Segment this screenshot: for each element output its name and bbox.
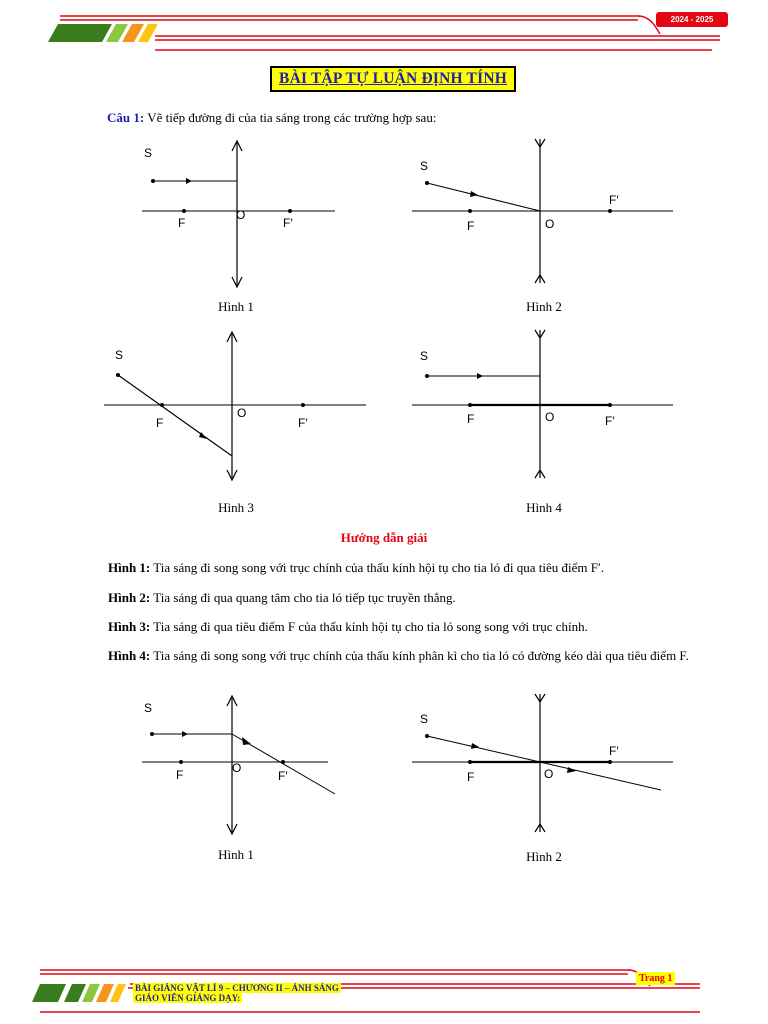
caption-4: Hình 4 — [526, 500, 562, 515]
label-O: O — [236, 208, 246, 222]
label-S: S — [420, 159, 429, 173]
guide-3 — [82, 617, 702, 636]
label-O: O — [544, 767, 554, 781]
guide-3-text: Tia sáng đi qua tiêu điểm F của thấu kính hội tụ cho tia ló song song với trục chính. — [150, 619, 588, 634]
label-F: F — [178, 216, 186, 230]
header-decoration — [0, 0, 768, 60]
label-Fp: F′ — [298, 416, 308, 430]
incident-ray — [427, 736, 540, 762]
guide-2-text: Tia sáng đi qua quang tâm cho tia ló tiếp tục truyền thẳng. — [150, 590, 456, 605]
guide-4-label: Hình 4: — [108, 648, 151, 663]
footer-decoration — [0, 960, 768, 1024]
guide-2 — [82, 588, 702, 607]
solution-caption-2: Hình 2 — [526, 849, 562, 864]
question-1 — [107, 110, 436, 126]
caption-3: Hình 3 — [218, 500, 254, 515]
label-Fp: F′ — [278, 769, 288, 783]
question-label: Câu 1: — [107, 110, 145, 125]
label-S: S — [144, 146, 153, 160]
label-F: F — [467, 412, 475, 426]
label-F: F — [467, 219, 475, 233]
label-Fp: F′ — [609, 744, 619, 758]
diagram-2 — [405, 135, 680, 290]
diagram-1 — [130, 135, 350, 295]
incident-ray — [118, 375, 232, 456]
footer-course: BÀI GIẢNG VẬT LÍ 9 – CHƯƠNG II – ÁNH SÁNG — [135, 983, 339, 993]
footer-teacher: GIÁO VIÊN GIẢNG DẠY: — [135, 993, 241, 1003]
guide-4-text: Tia sáng đi song song với trục chính của thấu kính phân kì cho tia ló có đường kéo dài qua tiêu điểm F. — [150, 648, 689, 663]
guide-3-label: Hình 3: — [108, 619, 151, 634]
caption-1: Hình 1 — [218, 299, 254, 314]
solution-diagram-1 — [130, 692, 345, 842]
label-S: S — [420, 349, 429, 363]
label-O: O — [545, 410, 555, 424]
guide-title: Hướng dẫn giải — [340, 530, 428, 545]
diagram-4 — [405, 326, 680, 486]
year-badge: 2024 - 2025 — [656, 12, 728, 27]
guide-1-label: Hình 1: — [108, 560, 151, 575]
solution-diagram-2 — [405, 690, 680, 838]
page-title-text: BÀI TẬP TỰ LUẬN ĐỊNH TÍNH — [279, 70, 507, 87]
label-Fp: F′ — [605, 414, 615, 428]
guide-1 — [82, 558, 702, 577]
refracted-ray — [540, 762, 661, 790]
page-title — [270, 66, 516, 92]
label-O: O — [232, 761, 242, 775]
label-O: O — [237, 406, 247, 420]
label-Fp: F′ — [609, 193, 619, 207]
label-S: S — [144, 701, 153, 715]
label-S: S — [420, 712, 429, 726]
page-number: Trang 1 — [636, 972, 675, 985]
label-F: F — [156, 416, 164, 430]
label-O: O — [545, 217, 555, 231]
diagram-3 — [100, 328, 370, 488]
question-text: Vẽ tiếp đường đi của tia sáng trong các trường hợp sau: — [144, 110, 437, 125]
solution-caption-1: Hình 1 — [218, 847, 254, 862]
guide-1-text: Tia sáng đi song song với trục chính của thấu kính hội tụ cho tia ló đi qua tiêu điểm F′. — [150, 560, 605, 575]
label-F: F — [176, 768, 184, 782]
label-Fp: F′ — [283, 216, 293, 230]
label-S: S — [115, 348, 124, 362]
label-F: F — [467, 770, 475, 784]
guide-4 — [82, 646, 702, 665]
guide-2-label: Hình 2: — [108, 590, 151, 605]
caption-2: Hình 2 — [526, 299, 562, 314]
incident-ray — [427, 183, 540, 211]
